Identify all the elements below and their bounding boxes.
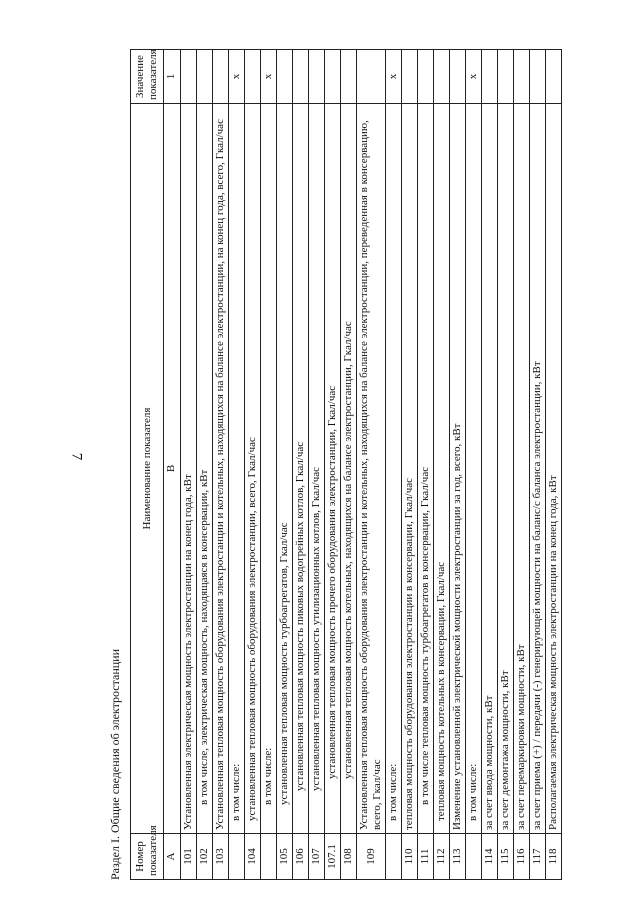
row-name: установленная тепловая мощность турбоагрегатов, Гкал/час bbox=[277, 104, 293, 834]
table-row bbox=[309, 50, 325, 880]
row-number: 103 bbox=[213, 834, 229, 880]
row-number: 112 bbox=[434, 834, 450, 880]
rotated-page-content bbox=[108, 49, 632, 880]
row-value bbox=[181, 50, 197, 104]
row-name: за счет ввода мощности, кВт bbox=[482, 104, 498, 834]
row-name: Установленная тепловая мощность оборудования электростанции и котельных, находящихся на балансе электростанции, переведенная в консервацию, всего, Гкал/час bbox=[357, 104, 386, 834]
row-value bbox=[309, 50, 325, 104]
row-value bbox=[514, 50, 530, 104]
row-name: установленная тепловая мощность оборудования электростанции, всего, Гкал/час bbox=[245, 104, 261, 834]
table-row bbox=[357, 50, 386, 880]
row-number: 111 bbox=[418, 834, 434, 880]
letter-name: В bbox=[164, 104, 181, 834]
row-name: в том числе: bbox=[386, 104, 402, 834]
table-row bbox=[277, 50, 293, 880]
table-row bbox=[402, 50, 418, 880]
row-value: х bbox=[229, 50, 245, 104]
row-name: установленная тепловая мощность пиковых водогрейных котлов, Гкал/час bbox=[293, 104, 309, 834]
row-name: Установленная тепловая мощность оборудования электростанции и котельных, находящихся на балансе электростанции, на конец года, всего, Гкал/час bbox=[213, 104, 229, 834]
table-row bbox=[434, 50, 450, 880]
row-name: Располагаемая электрическая мощность электростанции на конец года, кВт bbox=[546, 104, 562, 834]
row-number: 114 bbox=[482, 834, 498, 880]
table-row bbox=[514, 50, 530, 880]
row-value bbox=[418, 50, 434, 104]
indicators-table bbox=[130, 49, 562, 880]
row-name: за счет демонтажа мощности, кВт bbox=[498, 104, 514, 834]
row-number: 101 bbox=[181, 834, 197, 880]
row-value bbox=[357, 50, 386, 104]
table-row bbox=[341, 50, 357, 880]
row-number: 110 bbox=[402, 834, 418, 880]
row-number: 102 bbox=[197, 834, 213, 880]
row-name: установленная тепловая мощность утилизационных котлов, Гкал/час bbox=[309, 104, 325, 834]
row-number: 117 bbox=[530, 834, 546, 880]
row-name: в том числе: bbox=[466, 104, 482, 834]
row-number: 108 bbox=[341, 834, 357, 880]
header-name: Наименование показателя bbox=[131, 104, 164, 834]
row-value bbox=[341, 50, 357, 104]
row-value bbox=[245, 50, 261, 104]
row-value bbox=[450, 50, 466, 104]
letter-value: 1 bbox=[164, 50, 181, 104]
row-value bbox=[402, 50, 418, 104]
table-row bbox=[181, 50, 197, 880]
row-name: тепловая мощность оборудования электростанции в консервации, Гкал/час bbox=[402, 104, 418, 834]
row-number: 106 bbox=[293, 834, 309, 880]
column-letters-row bbox=[164, 50, 181, 880]
row-value bbox=[197, 50, 213, 104]
table-row bbox=[293, 50, 309, 880]
table-row bbox=[261, 50, 277, 880]
row-value bbox=[293, 50, 309, 104]
row-value bbox=[498, 50, 514, 104]
row-number: 115 bbox=[498, 834, 514, 880]
row-value bbox=[213, 50, 229, 104]
row-value bbox=[546, 50, 562, 104]
row-value: х bbox=[386, 50, 402, 104]
table-header-row bbox=[131, 50, 164, 880]
table-row bbox=[450, 50, 466, 880]
row-value bbox=[482, 50, 498, 104]
row-name: Установленная электрическая мощность электростанции на конец года, кВт bbox=[181, 104, 197, 834]
table-row bbox=[197, 50, 213, 880]
table-row bbox=[482, 50, 498, 880]
row-number: 105 bbox=[277, 834, 293, 880]
table-row bbox=[466, 50, 482, 880]
row-name: Изменение установленной электрической мощности электростанции за год, всего, кВт bbox=[450, 104, 466, 834]
row-name: за счет приема (+) / передачи (-) генерирующей мощности на баланс/с баланса электростанции, кВт bbox=[530, 104, 546, 834]
row-name: установленная тепловая мощность котельных, находящихся на балансе электростанции, Гкал/час bbox=[341, 104, 357, 834]
row-name: тепловая мощность котельных в консервации, Гкал/час bbox=[434, 104, 450, 834]
row-number: 113 bbox=[450, 834, 466, 880]
row-value bbox=[277, 50, 293, 104]
table-row bbox=[418, 50, 434, 880]
row-number: 107 bbox=[309, 834, 325, 880]
table-row bbox=[213, 50, 229, 880]
table-row bbox=[325, 50, 341, 880]
row-value: х bbox=[261, 50, 277, 104]
table-row bbox=[530, 50, 546, 880]
page-number: 7 bbox=[68, 452, 85, 461]
row-number bbox=[261, 834, 277, 880]
row-name: в том числе: bbox=[261, 104, 277, 834]
letter-number: А bbox=[164, 834, 181, 880]
row-number bbox=[386, 834, 402, 880]
table-row bbox=[229, 50, 245, 880]
row-number: 107.1 bbox=[325, 834, 341, 880]
section-title: Раздел I. Общие сведения об электростанции bbox=[108, 648, 122, 880]
table-body bbox=[181, 50, 562, 880]
row-value bbox=[530, 50, 546, 104]
row-number bbox=[229, 834, 245, 880]
row-value: х bbox=[466, 50, 482, 104]
row-number: 109 bbox=[357, 834, 386, 880]
table-row bbox=[245, 50, 261, 880]
row-number: 104 bbox=[245, 834, 261, 880]
row-name: за счет перемаркировки мощности, кВт bbox=[514, 104, 530, 834]
table-row bbox=[546, 50, 562, 880]
row-name: в том числе тепловая мощность турбоагрегатов в консервации, Гкал/час bbox=[418, 104, 434, 834]
row-value bbox=[325, 50, 341, 104]
table-row bbox=[386, 50, 402, 880]
header-value: Значение показателя bbox=[131, 50, 164, 104]
row-number: 116 bbox=[514, 834, 530, 880]
table-row bbox=[498, 50, 514, 880]
row-value bbox=[434, 50, 450, 104]
row-name: в том числе, электрическая мощность, находящаяся в консервации, кВт bbox=[197, 104, 213, 834]
row-name: в том числе: bbox=[229, 104, 245, 834]
header-number: Номер показателя bbox=[131, 834, 164, 880]
row-name: установленная тепловая мощность прочего оборудования электростанции, Гкал/час bbox=[325, 104, 341, 834]
row-number: 118 bbox=[546, 834, 562, 880]
row-number bbox=[466, 834, 482, 880]
